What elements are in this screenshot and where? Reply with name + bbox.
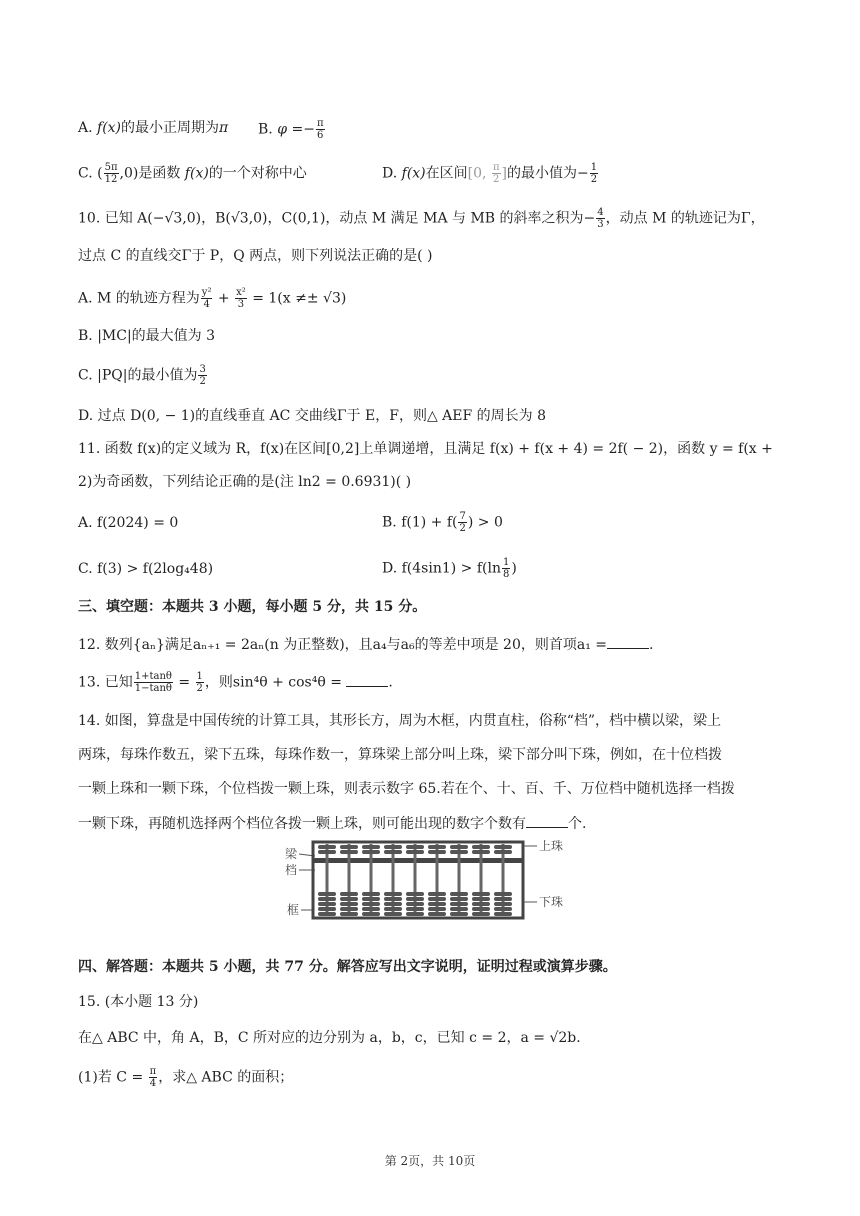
- lower-bead: [362, 907, 380, 911]
- q9-option-b: B. φ =− $\frac{\pi}{6}$: [258, 118, 324, 141]
- lower-bead: [472, 897, 490, 901]
- lower-bead: [494, 907, 512, 911]
- label-lower-bead: 下珠: [539, 895, 564, 909]
- lower-bead: [472, 902, 490, 906]
- q14-line2: 两珠，每珠作数五，梁下五珠，每珠作数一，算珠梁上部分叫上珠，梁下部分叫下珠，例如，在十位档拨: [78, 747, 722, 763]
- upper-bead: [384, 850, 402, 854]
- upper-bead: [472, 845, 490, 849]
- upper-bead: [494, 845, 512, 849]
- q15-title: 15. (本小题 13 分): [78, 994, 199, 1010]
- upper-bead: [318, 845, 336, 849]
- upper-bead: [428, 845, 446, 849]
- q11-option-b: B. f(1) + f( $\frac{7}{2}$ ) > 0: [382, 511, 503, 534]
- fraction: $\frac{\pi}{2}$: [492, 162, 500, 185]
- lower-bead: [318, 902, 336, 906]
- upper-bead: [362, 850, 380, 854]
- upper-bead: [384, 845, 402, 849]
- lower-bead: [494, 902, 512, 906]
- q14-line4: 一颗下珠，再随机选择两个档位各拨一颗上珠，则可能出现的数字个数有 个.: [78, 813, 586, 834]
- fraction: $\frac{4}{3}$: [597, 207, 604, 230]
- upper-bead: [450, 850, 468, 854]
- fraction: $\frac{1}{2}$: [590, 162, 598, 185]
- lower-bead: [494, 912, 512, 916]
- fraction: $\frac{1+\tan\theta}{1-\tan\theta}$: [134, 671, 172, 694]
- q10-option-b: B. |MC|的最大值为 3: [78, 328, 216, 344]
- lower-bead: [472, 892, 490, 896]
- q10-option-c: C. |PQ|的最小值为 $\frac{3}{2}$: [78, 364, 206, 387]
- q14-line1: 14. 如图，算盘是中国传统的计算工具，其形长方，周为木框，内贯直柱，俗称“档”，档中横以梁，梁上: [78, 713, 722, 729]
- abacus-beam: [313, 858, 523, 863]
- q10-option-d: D. 过点 D(0, − 1)的直线垂直 AC 交曲线Γ于 E，F，则△ AEF 的周长为 8: [78, 408, 547, 424]
- lower-bead: [428, 897, 446, 901]
- lower-bead: [340, 897, 358, 901]
- upper-bead: [428, 850, 446, 854]
- lower-bead: [428, 907, 446, 911]
- q13: 13. 已知 $\frac{1+\tan\theta}{1-\tan\theta}$ = $\frac{1}{2}$ ，则sin⁴θ + cos⁴θ = .: [78, 671, 393, 694]
- lower-bead: [340, 907, 358, 911]
- lower-bead: [472, 907, 490, 911]
- lower-bead: [472, 912, 490, 916]
- answer-blank: [346, 672, 388, 687]
- lower-bead: [450, 902, 468, 906]
- lower-bead: [406, 897, 424, 901]
- upper-bead: [340, 845, 358, 849]
- lower-bead: [362, 892, 380, 896]
- label-upper-bead: 上珠: [539, 839, 564, 853]
- lower-bead: [384, 892, 402, 896]
- q10-option-a: A. M 的轨迹方程为 $\frac{\text{y²}}{4}$ + $\frac{\text{x²}}{3}$ = 1(x ≠± √3): [78, 287, 347, 310]
- lower-bead: [428, 912, 446, 916]
- upper-bead: [340, 850, 358, 854]
- q11-stem-line2: 2)为奇函数，下列结论正确的是(注 ln2 = 0.6931)( ): [78, 474, 412, 490]
- section-4-heading: 四、解答题：本题共 5 小题，共 77 分。解答应写出文字说明，证明过程或演算步骤。: [78, 959, 617, 975]
- fraction: $\frac{\text{y²}}{4}$: [201, 287, 212, 310]
- upper-bead: [472, 850, 490, 854]
- page-footer: 第 2页，共 10页: [384, 1154, 476, 1168]
- q10-stem-line1: 10. 已知 A(−√3,0)，B(√3,0)，C(0,1)，动点 M 满足 MA 与 MB 的斜率之积为− $\frac{4}{3}$ ，动点 M 的轨迹记为Γ，: [78, 207, 765, 230]
- q11-option-c: C. f(3) > f(2log₄48): [78, 561, 214, 577]
- q15-stem: 在△ ABC 中，角 A，B，C 所对应的边分别为 a，b，c，已知 c = 2，a = √2b.: [78, 1030, 581, 1046]
- lower-bead: [318, 892, 336, 896]
- lower-bead: [428, 902, 446, 906]
- answer-blank: [607, 634, 649, 649]
- q9-option-d: D. f(x)在区间[0, $\frac{\pi}{2}$ ]的最小值为− $\frac{1}{2}$: [382, 162, 598, 185]
- lower-bead: [406, 892, 424, 896]
- fraction: $\frac{5\pi}{12}$: [104, 162, 118, 185]
- lower-bead: [450, 912, 468, 916]
- lower-bead: [406, 902, 424, 906]
- label-liang: 梁: [285, 847, 298, 861]
- fraction: $\frac{\pi}{4}$: [149, 1066, 157, 1089]
- lower-bead: [362, 912, 380, 916]
- lower-bead: [428, 892, 446, 896]
- lower-bead: [450, 892, 468, 896]
- section-3-heading: 三、填空题：本题共 3 小题，每小题 5 分，共 15 分。: [78, 599, 427, 615]
- lower-bead: [450, 897, 468, 901]
- upper-bead: [406, 850, 424, 854]
- lower-bead: [384, 912, 402, 916]
- upper-bead: [318, 850, 336, 854]
- lower-bead: [494, 897, 512, 901]
- fraction: $\frac{\pi}{6}$: [316, 118, 324, 141]
- lower-bead: [384, 902, 402, 906]
- label-kuang: 框: [287, 903, 300, 917]
- fraction: $\frac{\text{x²}}{3}$: [236, 287, 246, 310]
- lower-bead: [494, 892, 512, 896]
- abacus-figure: [285, 838, 585, 922]
- fraction: $\frac{1}{8}$: [503, 557, 510, 580]
- lower-bead: [384, 897, 402, 901]
- lower-bead: [340, 892, 358, 896]
- q9-option-a: A. f(x)的最小正周期为π: [78, 120, 229, 136]
- lower-bead: [362, 902, 380, 906]
- lower-bead: [318, 897, 336, 901]
- abacus-drawing: [285, 838, 585, 922]
- upper-bead: [362, 845, 380, 849]
- q11-option-d: D. f(4sin1) > f(ln $\frac{1}{8}$ ): [382, 557, 517, 580]
- q12: 12. 数列{aₙ}满足aₙ₊₁ = 2aₙ(n 为正整数)，且a₄与a₆的等差中项是 20，则首项a₁ = .: [78, 634, 653, 655]
- answer-blank: [526, 813, 568, 828]
- q11-option-a: A. f(2024) = 0: [78, 515, 179, 531]
- q14-line3: 一颗上珠和一颗下珠，个位档拨一颗上珠，则表示数字 65.若在个、十、百、千、万位档中随机选择一档拨: [78, 781, 735, 797]
- q9-option-c: C. ( $\frac{5\pi}{12}$ ,0)是函数 f(x)的一个对称中心: [78, 162, 307, 185]
- lower-bead: [450, 907, 468, 911]
- lower-bead: [384, 907, 402, 911]
- abacus-rods: [318, 844, 512, 916]
- upper-bead: [406, 845, 424, 849]
- lower-bead: [318, 912, 336, 916]
- fraction: $\frac{3}{2}$: [199, 364, 206, 387]
- upper-bead: [450, 845, 468, 849]
- q10-stem-line2: 过点 C 的直线交Γ于 P，Q 两点，则下列说法正确的是( ): [78, 248, 433, 264]
- lower-bead: [318, 907, 336, 911]
- fraction: $\frac{7}{2}$: [459, 511, 466, 534]
- upper-bead: [494, 850, 512, 854]
- fraction: $\frac{1}{2}$: [196, 671, 203, 694]
- lower-bead: [406, 912, 424, 916]
- lower-bead: [340, 902, 358, 906]
- lower-bead: [406, 907, 424, 911]
- q15-part1: (1)若 C = $\frac{\pi}{4}$ ，求△ ABC 的面积；: [78, 1066, 294, 1089]
- q11-stem-line1: 11. 函数 f(x)的定义域为 R，f(x)在区间[0,2]上单调递增，且满足 f(x) + f(x + 4) = 2f( − 2)，函数 y = f(x +: [78, 441, 773, 457]
- label-dang: 档: [285, 863, 298, 877]
- lower-bead: [362, 897, 380, 901]
- lower-bead: [340, 912, 358, 916]
